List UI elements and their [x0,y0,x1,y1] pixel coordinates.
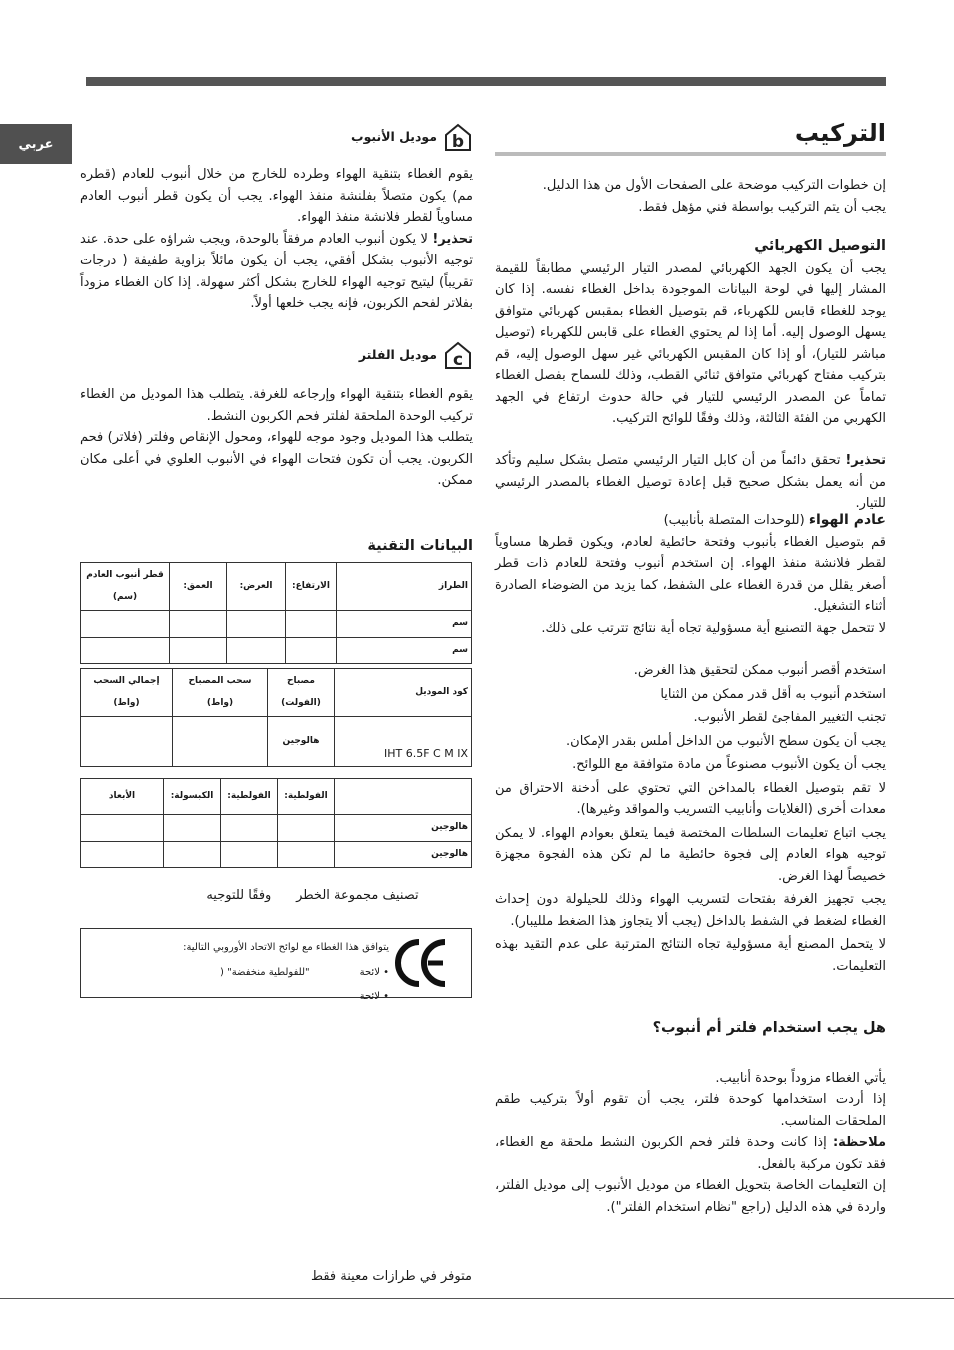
table-header: إجمالي السحب (واط) [81,669,173,717]
table-cell [81,611,170,638]
table-cell: سم [337,611,472,638]
filter-or-pipe-section [495,1018,886,1218]
title-rule [495,152,886,156]
dimensions-table [80,562,472,664]
table-header: سحب المصباح (واط) [173,669,268,717]
table-cell [81,841,164,868]
filter-model-section [80,340,473,492]
ce-mark-icon [395,937,449,989]
table-header: الارتفاع: [286,563,337,611]
table-header: قطر أنبوب العادم (سم) [81,563,170,611]
svg-text:c: c [452,350,464,370]
tech-heading-block [80,536,473,558]
table-header: مصباح (الفولت) [268,669,335,717]
ce-item: لائحة [359,991,380,1002]
pipe-warning-text: لا يكون أنبوب العادم مرفقاً بالوحدة، ويجب شراؤه على حدة. عند توجيه الأنبوب بشكل أفقي، يجب أن يكون مائلاً بزاوية طفيفة ( درجات تقريباً) ليتيح توجيه الهواء للخارج بشكل أكثر سهولة. إذا كان الغطاء مزوداً بفلاتر لفحم الكربون، فإنه يجب خلعها أولاً. [80,231,473,311]
list-item: يجب تجهيز الغرفة بفتحات لتسريب الهواء وذلك للحيلولة دون إحداث الغطاء لضغط في الشفط بالداخل (يجب ألا يتجاوز هذا الضغط ملليبار). [495,892,886,929]
risk-class-text: تصنيف مجموعة الخطر وفقًا للتوجيه [206,888,419,903]
page-title: التركيب [794,119,886,147]
table-header: الفولطية: [221,779,278,815]
language-tab: عربي [0,124,72,164]
list-item: لا يتحمل المصنع أية مسؤولية تجاه النتائج المترتبة على عدم التقيد بهذه التعليمات. [495,937,886,974]
warning-label: تحذير! [845,453,886,468]
table-cell [81,637,170,664]
table-cell [170,637,227,664]
top-rule [86,77,886,86]
filter-body-1: يقوم الغطاء بتنقية الهواء وإرجاعه للغرفة. يتطلب هذا الموديل من الغطاء تركيب الوحدة الملحقة لفلتر فحم الكربون النشط. [80,387,473,424]
intro-text: إن خطوات التركيب موضحة على الصفحات الأول من هذا الدليل. يجب أن يتم التركيب بواسطة فني مؤهل فقط. [542,178,886,215]
exhaust-list [495,660,886,979]
pipe-body: يقوم الغطاء بتنقية الهواء وطرده للخارج من خلال أنبوب للعادم (قطره مم) يكون متصلاً بفلنشة منفذ الهواء. يجب أن يكون قطر أنبوب العادم مساوياً لقطر فلانشة منفذ الهواء. [80,167,473,225]
list-item: تجنب التغيير المفاجئ لقطر الأنبوب. [693,710,886,725]
warning-block [495,450,886,515]
table-header: العمق: [170,563,227,611]
pipe-model-section [80,122,473,315]
filter-model-icon [443,340,473,370]
table-header: الأبعاد [81,779,164,815]
footnote: متوفر في طرازات معينة فقط [310,1269,472,1284]
bottom-rule [0,1298,954,1299]
electrical-section [495,236,886,430]
table-cell [173,717,268,767]
electrical-body: يجب أن يكون الجهد الكهربائي لمصدر التيار الرئيسي مطابقاً للقيمة المشار إليها في لوحة البيانات الموجودة بداخل الغطاء نفسه. إذا كان يوجد للغطاء قابس للكهرباء، قم بتوصيل الغطاء بمقبس كهربائي متوافق يسهل الوصول إليه. أما إذا لم يحتوي الغطاء على قابس للكهرباء (توصيل مباشر للتيار)، أو إذا كان المقبس الكهربائي غير سهل الوصول إليه، قم بتركيب مفتاح كهربائي متوافق ثنائي القطب، وذلك للسماح بفصل الغطاء تماماً عن المصدر الرئيسي للتيار في حالة حدوث ارتفاع في الجهد الكهربي من الفئة الثالثة، وذلك وفقًا للوائح التركيب. [495,260,886,426]
table-cell: هالوجين [335,841,472,868]
list-item: استخدم أقصر أنبوب ممكن لتحقيق هذا الغرض. [633,663,886,678]
list-item: استخدم أنبوب به أقل قدر ممكن من الثنايا [660,686,886,702]
table-cell [221,841,278,868]
electrical-heading: التوصيل الكهربائي [754,238,886,254]
table-cell [81,717,173,767]
lamp-specs-table-wrap [80,778,472,868]
filter-p3: إن التعليمات الخاصة بتحويل الغطاء من موديل الأنبوب إلى موديل الفلتر، واردة في هذه الدليل (راجع "نظام استخدام الفلتر"). [495,1178,886,1215]
table-cell [286,611,337,638]
table-cell [221,815,278,842]
table-cell: سم [337,637,472,664]
ce-box-wrap [80,928,472,1002]
table-cell: هالوجين [335,815,472,842]
dimensions-table-wrap [80,562,472,664]
table-cell [227,611,286,638]
table-cell: هالوجين [268,717,335,767]
list-item: لا تقم بتوصيل الغطاء بالمداخن التي تحتوي على أدخنة الاحتراق من معدات أخرى (الغلايات وأنابيب التسريب والمواقد وغيرها). [495,780,886,817]
ce-text: يتوافق هذا الغطاء مع لوائح الاتحاد الأوروبي التالية: [183,942,389,953]
filter-body-2: يتطلب هذا الموديل وجود موجه للهواء، ومحول الإنقاص وفلتر (فلاتر) فحم الكربون. يجب أن تكون فتحات الهواء في الأنبوب العلوي في أعلى مكان ممكن. [80,430,473,488]
table-header: العرض: [227,563,286,611]
table-cell [227,637,286,664]
table-cell [81,815,164,842]
lamp-table [80,668,472,767]
table-header: الفولطية: [278,779,335,815]
filter-p1: يأتي الغطاء مزوداً بوحدة أنابيب. [715,1070,886,1086]
ce-item: لائحة [359,966,380,978]
filter-p2: إذا أردت استخدامها كوحدة فلتر، يجب أن تقوم أولاً بتركيب طقم الملحقات المناسب. [495,1092,886,1129]
table-cell [170,611,227,638]
exhaust-body: قم بتوصيل الغطاء بأنبوب وفتحة حائطية لعادم، ويكون قطرها مساوياً لقطر فلانشة منفذ الهواء. إن استخدم أنبوب وفتحة للعادم ذات قطر أصغر يقلل من قدرة الغطاء على الشفط، كما يزيد من الضوضاء الصادرة أثناء التشغيل. لا تتحمل جهة التصنيع أية مسؤولية تجاه أية نتائج تترتب على ذلك. [495,534,886,636]
lamp-specs-table [80,778,472,868]
table-cell [164,841,221,868]
pipe-model-icon [443,122,473,152]
filter-model-label: موديل الفلتر [358,347,437,363]
model-code-cell: IHT 6.5F C M IX [335,717,472,767]
table-cell [164,815,221,842]
main-title-block [495,118,886,148]
note-text: إذا كانت وحدة فلتر فحم الكربون النشط ملحقة مع الغطاء، فقد تكون مركبة بالفعل. [495,1135,886,1172]
ce-compliance-box: يتوافق هذا الغطاء مع لوائح الاتحاد الأوروبي التالية: • لائحة "للفولطية منخفضة" ( • لائحة [80,928,472,998]
lamp-table-wrap [80,668,472,767]
exhaust-section [495,510,886,639]
svg-text:b: b [451,132,465,152]
table-cell [286,637,337,664]
filter-or-pipe-heading: هل يجب استخدام فلتر أم أنبوب؟ [652,1020,886,1036]
list-item: يجب اتباع تعليمات السلطات المختصة فيما يتعلق بعوادم الهواء. لا يمكن توجيه هواء العادم إلى فجوة حائطية ما لم تكن هذه الفجوة مجهزة خصيصاً لهذا الغرض. [495,825,886,884]
table-cell [278,815,335,842]
list-item: يجب أن يكون سطح الأنبوب من الداخل أملس بقدر الإمكان. [566,733,886,749]
table-header [335,779,472,815]
table-header: الكبسولة: [164,779,221,815]
list-item: يجب أن يكون الأنبوب مصنوعاً من مادة متوافقة مع اللوائح. [572,757,886,772]
pipe-warning-label: تحذير! [432,231,473,247]
table-header: الطراز [337,563,472,611]
table-header: كود الموديل [335,669,472,717]
pipe-model-label: موديل الأنبوب [351,129,437,145]
note-label: ملاحظة: [832,1135,886,1150]
warning-text: تحقق دائماً من أن كابل التيار الرئيسي متصل بشكل سليم وتأكد من أنه يعمل بشكل صحيح قبل إعادة توصيل الغطاء بالمصدر الرئيسي للتيار. [495,453,886,511]
ce-item-extra: "للفولطية منخفضة" ( [220,966,310,978]
tech-data-heading: البيانات التقنية [367,538,473,554]
table-cell [278,841,335,868]
exhaust-heading: عادم الهواء [808,512,886,528]
exhaust-subheading: (للوحدات المتصلة بأنابيب) [663,513,809,528]
